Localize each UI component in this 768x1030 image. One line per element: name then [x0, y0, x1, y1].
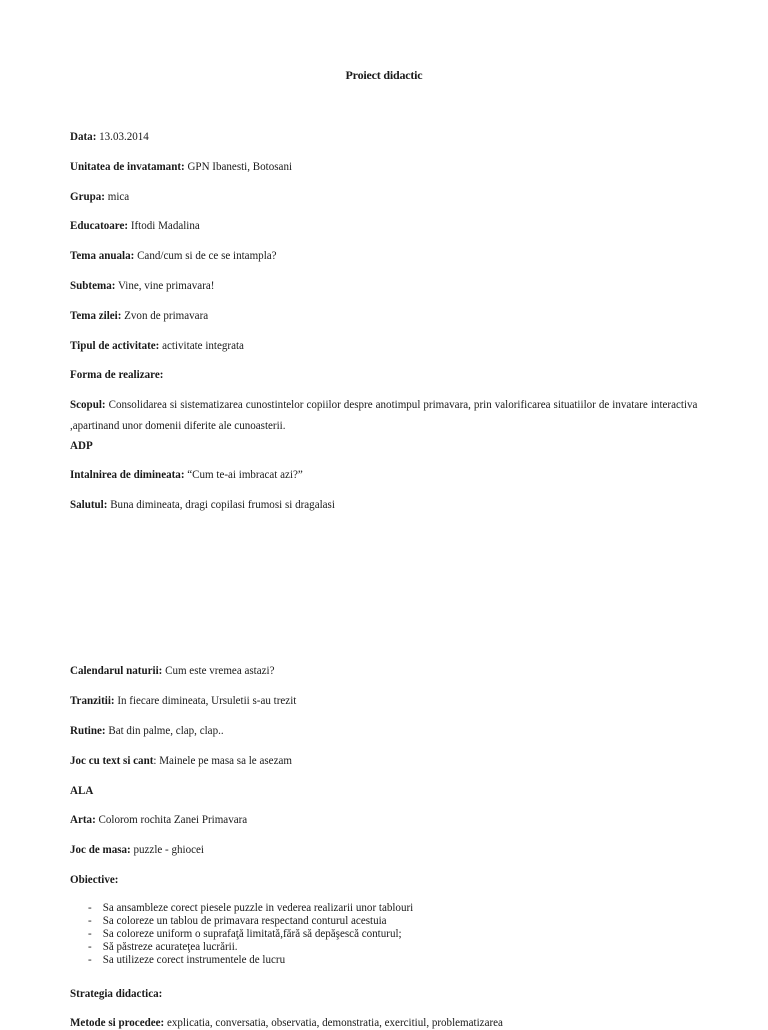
field-label: Educatoare: [70, 218, 129, 232]
field-value: explicatia, conversatia, observatia, demonstratia, exercitiul, problematizarea [164, 1015, 503, 1029]
field-label: Calendarul naturii: [70, 663, 163, 677]
field-value: Cum este vremea astazi? [162, 663, 275, 677]
field-strategia [70, 985, 648, 1001]
section-heading-adp: ADP [70, 438, 93, 452]
field-value: Vine, vine primavara! [115, 278, 215, 292]
field-value: : Mainele pe masa sa le asezam [153, 753, 292, 767]
list-item-text: Să păstreze acurateţea lucrării. [102, 939, 238, 953]
scopul-label: Scopul: [70, 397, 106, 411]
field-salutul [70, 496, 648, 512]
field-label: Tema anuala: [70, 248, 135, 262]
field-label: Tema zilei: [70, 308, 122, 322]
objectives-list [88, 901, 413, 966]
field-unitatea [70, 158, 648, 174]
field-tema-anuala [70, 247, 648, 263]
list-item-text: Sa utilizeze corect instrumentele de lucru [102, 952, 286, 966]
field-label: Joc de masa: [70, 842, 131, 856]
list-item-text: Sa coloreze uniform o suprafaţă limitată,fără să depăşescă conturul; [102, 926, 402, 940]
field-value: Bat din palme, clap, clap.. [105, 723, 224, 737]
field-joc-masa [70, 841, 648, 857]
field-label: Unitatea de invatamant: [70, 159, 185, 173]
field-value: Iftodi Madalina [128, 218, 200, 232]
field-label: Forma de realizare: [70, 367, 164, 381]
field-label: Tranzitii: [70, 693, 115, 707]
field-label: Strategia didactica: [70, 986, 163, 1000]
field-metode [70, 1014, 648, 1030]
field-value: Colorom rochita Zanei Primavara [95, 812, 248, 826]
scopul-value: Consolidarea si sistematizarea cunostintelor copiilor despre anotimpul primavara, prin valorificarea situatiilor de invatare interactiva ,apartinand unor domenii diferite ale cunoasterii. [70, 397, 698, 432]
field-label: Arta: [70, 812, 96, 826]
field-value: mica [104, 189, 130, 203]
field-value: activitate integrata [159, 338, 244, 352]
field-value: Cand/cum si de ce se intampla? [134, 248, 277, 262]
field-data [70, 128, 648, 144]
field-rutine [70, 722, 648, 738]
field-joc-text-cant [70, 752, 648, 768]
section-heading-ala: ALA [70, 783, 94, 797]
field-label: Data: [70, 129, 97, 143]
document-title: Proiect didactic [345, 68, 423, 82]
field-label: Intalnirea de dimineata: [70, 467, 185, 481]
list-item-text: Sa ansambleze corect piesele puzzle in vederea realizarii unor tablouri [102, 900, 414, 914]
list-item: - Sa coloreze uniform o suprafaţă limitată,fără să depăşescă conturul; [88, 926, 402, 940]
list-item: - Sa ansambleze corect piesele puzzle in vederea realizarii unor tablouri [88, 900, 414, 914]
field-label: Subtema: [70, 278, 116, 292]
scopul-paragraph [70, 394, 697, 436]
field-label: Metode si procedee: [70, 1015, 165, 1029]
field-educatoare [70, 217, 648, 233]
field-forma-realizare [70, 366, 648, 382]
field-label: Joc cu text si cant [70, 753, 154, 767]
field-tranzitii [70, 692, 648, 708]
list-item: - Să păstreze acurateţea lucrării. [88, 939, 238, 953]
field-value: In fiecare dimineata, Ursuletii s-au trezit [114, 693, 297, 707]
field-obiective [70, 871, 648, 887]
list-item: - Sa utilizeze corect instrumentele de lucru [88, 952, 286, 966]
field-label: Grupa: [70, 189, 105, 203]
field-subtema [70, 277, 648, 293]
field-label: Rutine: [70, 723, 106, 737]
field-value: Zvon de primavara [121, 308, 209, 322]
field-arta [70, 811, 648, 827]
field-value: “Cum te-ai imbracat azi?” [184, 467, 303, 481]
list-item-text: Sa coloreze un tablou de primavara respectand conturul acestuia [102, 913, 387, 927]
field-intalnirea [70, 466, 648, 482]
field-calendarul [70, 662, 648, 678]
field-value: GPN Ibanesti, Botosani [184, 159, 293, 173]
field-label: Salutul: [70, 497, 108, 511]
field-value: 13.03.2014 [96, 129, 149, 143]
field-value: puzzle - ghiocei [130, 842, 204, 856]
field-label: Tipul de activitate: [70, 338, 160, 352]
field-label: Obiective: [70, 872, 119, 886]
field-tipul-activitate [70, 337, 648, 353]
field-grupa [70, 188, 648, 204]
field-tema-zilei [70, 307, 648, 323]
field-value: Buna dimineata, dragi copilasi frumosi si dragalasi [107, 497, 335, 511]
list-item: - Sa coloreze un tablou de primavara respectand conturul acestuia [88, 913, 387, 927]
